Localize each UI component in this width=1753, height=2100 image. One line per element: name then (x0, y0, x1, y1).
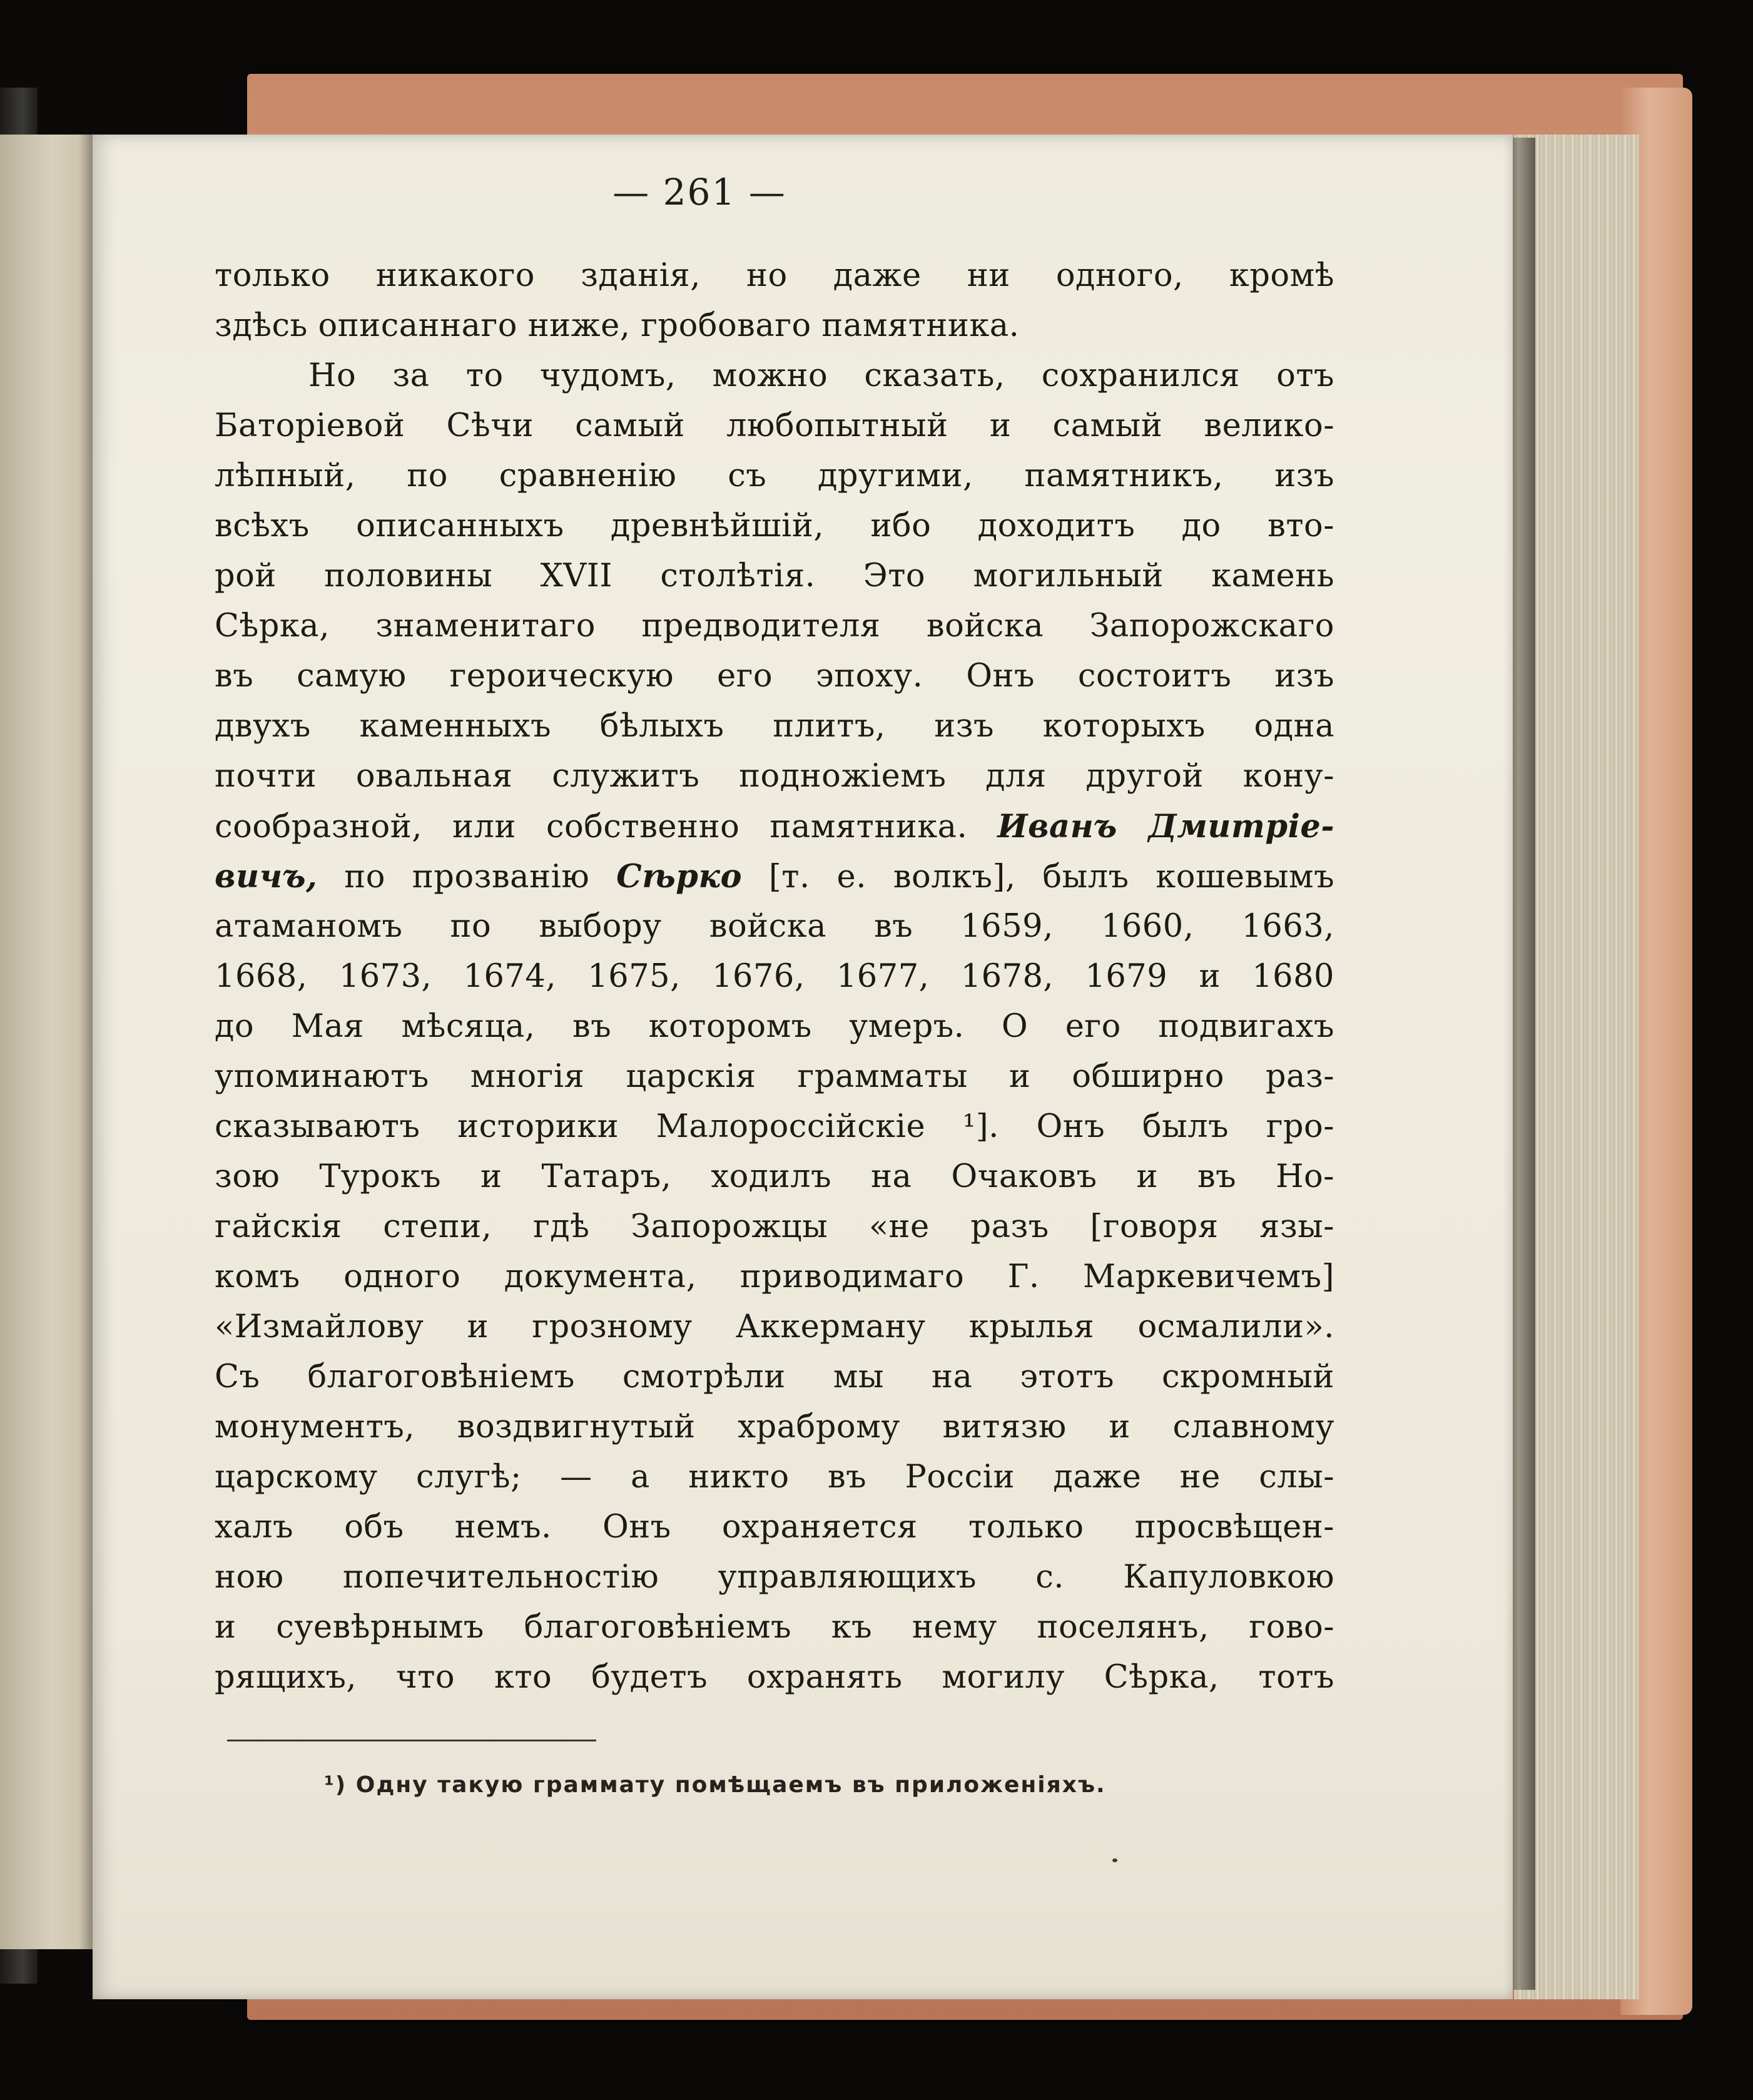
text-line: Сѣрка, знаменитаго предводителя войска Запорожскаго (215, 608, 1334, 645)
italic-name: Сѣрко (616, 858, 742, 895)
text-line: зою Турокъ и Татаръ, ходилъ на Очаковъ и въ Но- (215, 1158, 1334, 1195)
text-line: только никакого зданія, но даже ни одного, кромѣ (215, 257, 1334, 294)
text-line: сказываютъ историки Малороссійскіе ¹]. Онъ былъ гро- (215, 1108, 1334, 1145)
text-line: здѣсь описаннаго ниже, гробоваго памятника. (215, 307, 1020, 344)
text-line: рой половины XVII столѣтія. Это могильный камень (215, 558, 1334, 594)
text-line: царскому слугѣ; — а никто въ Россіи даже не слы- (215, 1459, 1334, 1496)
text-line: до Мая мѣсяца, въ которомъ умеръ. О его подвигахъ (215, 1008, 1334, 1045)
text-line: комъ одного документа, приводимаго Г. Маркевичемъ] (215, 1258, 1334, 1295)
text-fragment: сообразной, или собственно памятника. (215, 808, 968, 845)
text-fragment: по прозванію (344, 859, 590, 895)
footnote: ¹) Одну такую граммату помѣщаемъ въ приложеніяхъ. (324, 1772, 1106, 1798)
body-text (215, 251, 1334, 1703)
text-line: рящихъ, что кто будетъ охранять могилу Сѣрка, тотъ (215, 1659, 1334, 1696)
text-line: «Измайлову и грозному Аккерману крылья осмалили». (215, 1308, 1334, 1345)
page-number: — 261 — (612, 171, 786, 213)
text-line-with-name (215, 802, 1334, 852)
text-line: въ самую героическую его эпоху. Онъ состоитъ изъ (215, 658, 1334, 695)
text-line: Но за то чудомъ, можно сказать, сохранился отъ (308, 357, 1334, 394)
text-line: ною попечительностію управляющихъ с. Капуловкою (215, 1559, 1334, 1596)
text-line: почти овальная служитъ подножіемъ для другой кону- (215, 758, 1334, 795)
text-line: всѣхъ описанныхъ древнѣйшій, ибо доходитъ до вто- (215, 507, 1334, 544)
italic-name: вичъ, (215, 858, 318, 895)
footnote-divider (227, 1740, 596, 1741)
text-fragment: [т. е. волкъ], былъ кошевымъ (768, 859, 1335, 895)
text-line: Баторіевой Сѣчи самый любопытный и самый велико- (215, 407, 1334, 444)
text-line-with-name (215, 852, 1334, 902)
text-line: упоминаютъ многія царскія грамматы и обширно раз- (215, 1058, 1334, 1095)
text-line: монументъ, воздвигнутый храброму витязю и славному (215, 1409, 1334, 1445)
text-line: Съ благоговѣніемъ смотрѣли мы на этотъ скромный (215, 1358, 1334, 1395)
italic-name: Иванъ Дмитріе- (997, 808, 1334, 845)
facing-page-edge (0, 135, 96, 1949)
text-line: лѣпный, по сравненію съ другими, памятникъ, изъ (215, 457, 1334, 494)
text-line: двухъ каменныхъ бѣлыхъ плитъ, изъ которыхъ одна (215, 708, 1334, 745)
text-line: гайскія степи, гдѣ Запорожцы «не разъ [говоря язы- (215, 1208, 1334, 1245)
text-line: атаманомъ по выбору войска въ 1659, 1660, 1663, (215, 908, 1334, 945)
book-page (93, 135, 1513, 1999)
ink-speck (1112, 1858, 1117, 1862)
text-line: халъ объ немъ. Онъ охраняется только просвѣщен- (215, 1509, 1334, 1546)
text-line: 1668, 1673, 1674, 1675, 1676, 1677, 1678, 1679 и 1680 (215, 958, 1334, 995)
text-line: и суевѣрнымъ благоговѣніемъ къ нему поселянъ, гово- (215, 1609, 1334, 1646)
